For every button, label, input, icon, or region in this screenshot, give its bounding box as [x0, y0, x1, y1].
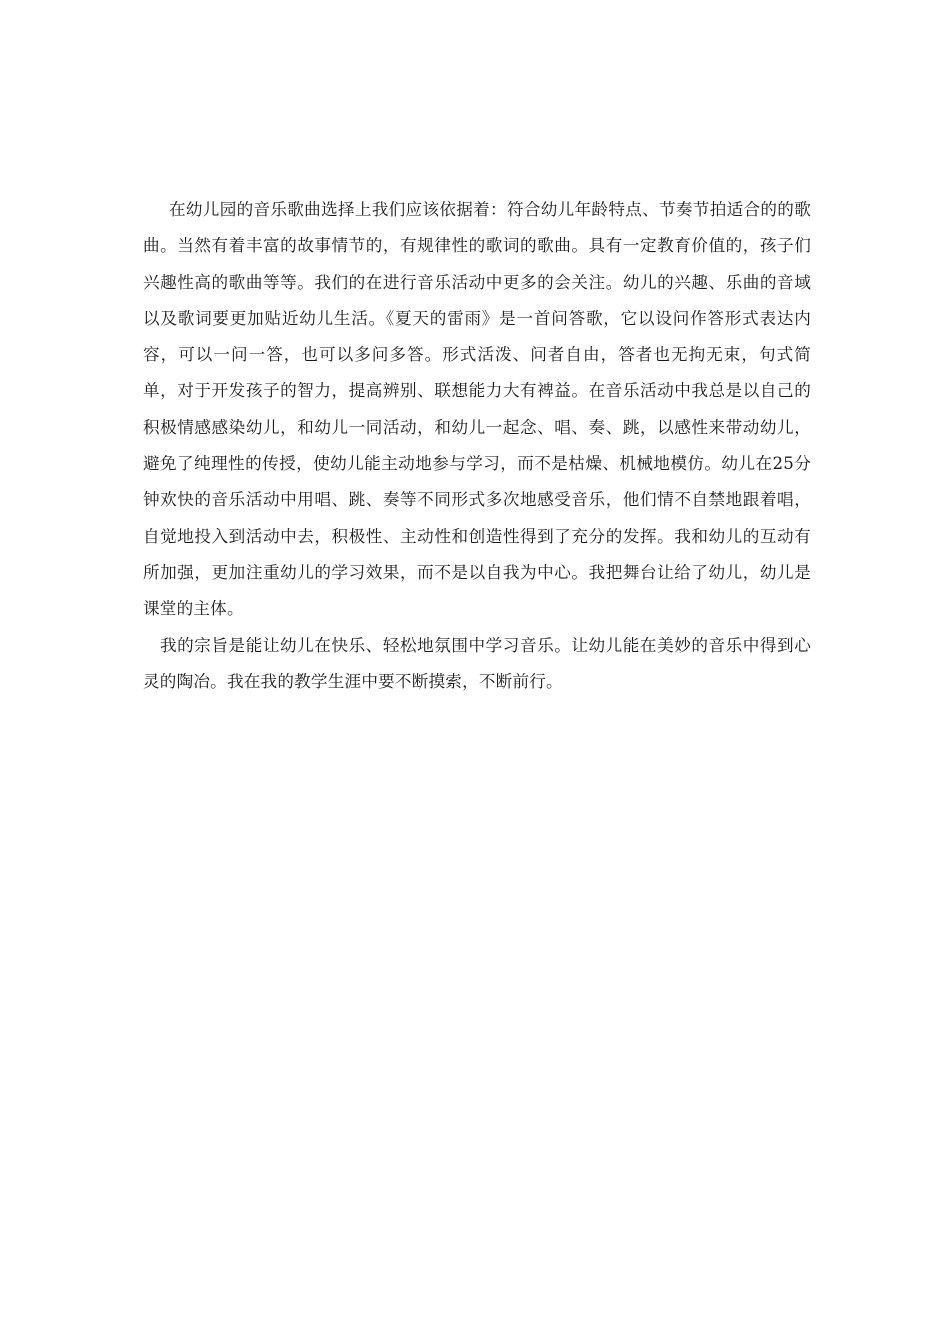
body-paragraph-2: 我的宗旨是能让幼儿在快乐、轻松地氛围中学习音乐。让幼儿能在美妙的音乐中得到心灵的陶冶。我在我的教学生涯中要不断摸索，不断前行。: [143, 635, 811, 691]
document-body: [143, 192, 811, 700]
body-paragraph-1: 在幼儿园的音乐歌曲选择上我们应该依据着：符合幼儿年龄特点、节奏节拍适合的的歌曲。当然有着丰富的故事情节的，有规律性的歌词的歌曲。具有一定教育价值的，孩子们兴趣性高的歌曲等等。我们的在进行音乐活动中更多的会关注。幼儿的兴趣、乐曲的音域以及歌词要更加贴近幼儿生活。《夏天的雷雨》是一首问答歌，它以设问作答形式表达内容，可以一问一答，也可以多问多答。形式活泼、问者自由，答者也无拘无束，句式简单，对于开发孩子的智力，提高辨别、联想能力大有裨益。在音乐活动中我总是以自己的积极情感感染幼儿，和幼儿一同活动，和幼儿一起念、唱、奏、跳，以感性来带动幼儿，避免了纯理性的传授，使幼儿能主动地参与学习，而不是枯燥、机械地模仿。幼儿在25分钟欢快的音乐活动中用唱、跳、奏等不同形式多次地感受音乐，他们情不自禁地跟着唱，自觉地投入到活动中去，积极性、主动性和创造性得到了充分的发挥。我和幼儿的互动有所加强，更加注重幼儿的学习效果，而不是以自我为中心。我把舞台让给了幼儿，幼儿是课堂的主体。: [143, 200, 811, 619]
